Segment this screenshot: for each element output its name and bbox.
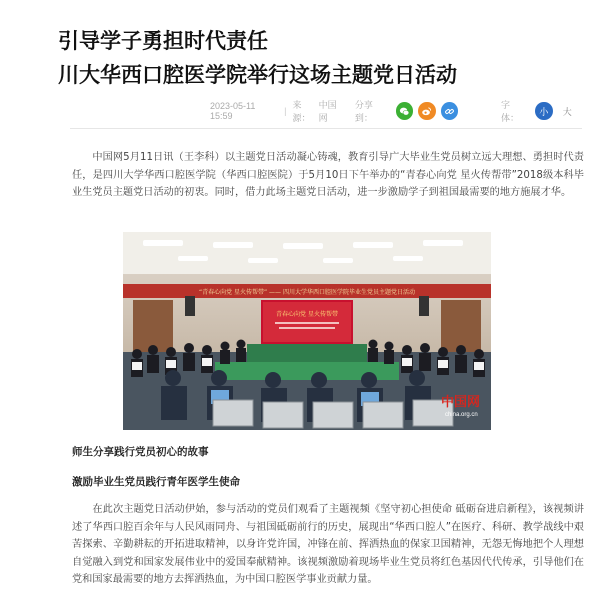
section-heading-1: 师生分享践行党员初心的故事 xyxy=(72,446,209,458)
wechat-icon xyxy=(399,106,410,117)
copy-link-button[interactable] xyxy=(441,102,458,120)
weibo-share-button[interactable] xyxy=(418,102,435,120)
font-size-label: 字体： xyxy=(500,100,519,123)
meta-divider-line xyxy=(70,128,582,129)
section-heading-2: 激励毕业生党员践行青年医学生使命 xyxy=(72,476,240,488)
publish-datetime: 2023-05-11 15:59 xyxy=(210,101,256,121)
source-label: 来源： xyxy=(292,100,311,123)
title-line-1: 引导学子勇担时代责任 xyxy=(58,29,268,53)
link-icon xyxy=(444,106,455,117)
meta-divider: | xyxy=(284,106,287,116)
title-line-2: 川大华西口腔医学院举行这场主题党日活动 xyxy=(58,63,457,87)
article-photo xyxy=(123,232,491,430)
photo-screen-text: 青春心向党 星火传帮带 xyxy=(276,311,338,318)
weibo-icon xyxy=(421,106,432,117)
font-small-button[interactable]: 小 xyxy=(535,102,552,120)
font-large-button[interactable]: 大 xyxy=(562,106,572,117)
wechat-share-button[interactable] xyxy=(396,102,413,120)
share-label: 分享到： xyxy=(354,100,373,123)
article-meta xyxy=(210,100,582,122)
photo-watermark-cn: 中国网 xyxy=(441,395,481,410)
source-name: 中国网 xyxy=(318,100,337,123)
photo-watermark-url: china.org.cn xyxy=(445,412,478,418)
article-title xyxy=(58,24,578,92)
article-paragraph-2: 在此次主题党日活动伊始，参与活动的党员们观看了主题视频《坚守初心担使命 砥砺奋进启新程》，该视频讲述了华西口腔百余年与人民风雨同舟、与祖国砥砺前行的历史，展现出“华西口腔人”在医疗、科研、教学战线中艰苦探索、辛勤耕耘的开拓进取精神，以身许党许国，冲锋在前、挥洒热血的保家卫国精神，无怨无悔地把个人理想自觉融入到党和国家发展伟业中的爱国奉献精神。该视频激励着现场毕业生党员将红色基因代代传承，引导他们在党和国家最需要的地方去挥洒热血，为中国口腔医学事业贡献力量。 xyxy=(72,504,584,586)
photo-banner-text: “青春心向党 星火传帮带” —— 四川大学华西口腔医学院毕业生党员主题党日活动 xyxy=(199,289,415,296)
article-paragraph-1: 中国网5月11日讯（王李科）以主题党日活动凝心铸魂，教育引导广大毕业生党员树立远大理想、勇担时代责任，是四川大学华西口腔医学院（华西口腔医院）于5月10日下午举办的“青春心向党 星火传帮带”2018级本科毕业生党员主题党日活动的初衷。同时，借力此场主题党日活动，进一步激励学子到祖国最需要的地方施展才华。 xyxy=(72,152,584,199)
